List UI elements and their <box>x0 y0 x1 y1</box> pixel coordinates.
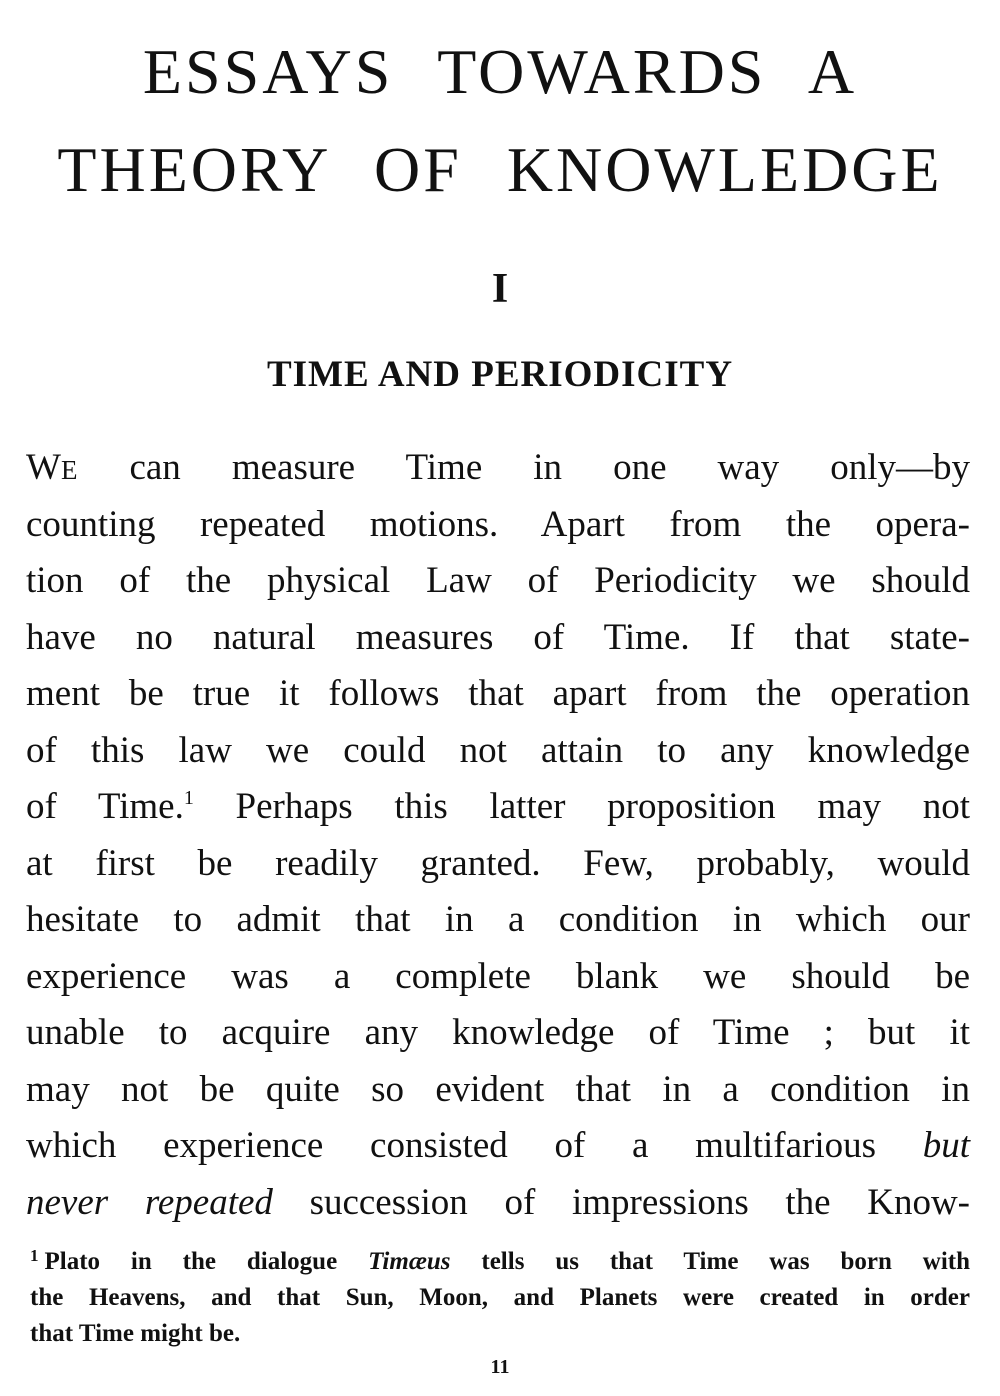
text-line: never repeated succession of impressions the Know- <box>26 1181 970 1223</box>
text-line: tion of the physical Law of Periodicity we should <box>26 560 970 601</box>
footnote-line: the Heavens, and that Sun, Moon, and Planets were created in order <box>30 1284 970 1311</box>
text-line: hesitate to admit that in a condition in which our <box>26 899 970 940</box>
footnote-reference[interactable]: 1 <box>183 787 194 809</box>
body-text <box>26 440 970 1231</box>
footnote <box>30 1244 970 1352</box>
text-line: WE can measure Time in one way only—by <box>26 447 970 488</box>
page-number: 11 <box>490 1356 510 1378</box>
text-line: experience was a complete blank we should be <box>26 955 970 997</box>
text-line: counting repeated motions. Apart from the opera- <box>26 503 970 545</box>
text-line: of this law we could not attain to any knowledge <box>26 729 970 771</box>
italic-text: but <box>922 1125 970 1166</box>
chapter-title: TIME AND PERIODICITY <box>266 354 734 395</box>
italic-text: Timæus <box>368 1248 451 1275</box>
book-title-line-1: ESSAYS TOWARDS A <box>142 36 858 107</box>
footnote-line: $^1$ Plato in the dialogue Timæus tells us that Time was born with <box>30 1246 970 1275</box>
text-line: unable to acquire any knowledge of Time ; but it <box>26 1012 970 1053</box>
text-line: may not be quite so evident that in a condition in <box>26 1068 970 1110</box>
chapter-number: I <box>491 266 509 312</box>
footnote-mark: 1 <box>30 1246 39 1265</box>
text-line: of Time.$^1$ Perhaps this latter proposition may not <box>26 786 970 827</box>
drop-initial: W <box>26 447 61 488</box>
small-cap-text: E <box>60 455 79 485</box>
text-line: which experience consisted of a multifarious but <box>26 1125 970 1166</box>
book-title-line-2: THEORY OF KNOWLEDGE <box>57 134 943 205</box>
footnote-line: that Time might be. <box>30 1320 241 1347</box>
text-line: have no natural measures of Time. If that state- <box>26 616 970 658</box>
text-line: at first be readily granted. Few, probably, would <box>26 842 970 884</box>
italic-text: never repeated <box>26 1181 273 1223</box>
text-line: ment be true it follows that apart from the operation <box>26 673 970 714</box>
